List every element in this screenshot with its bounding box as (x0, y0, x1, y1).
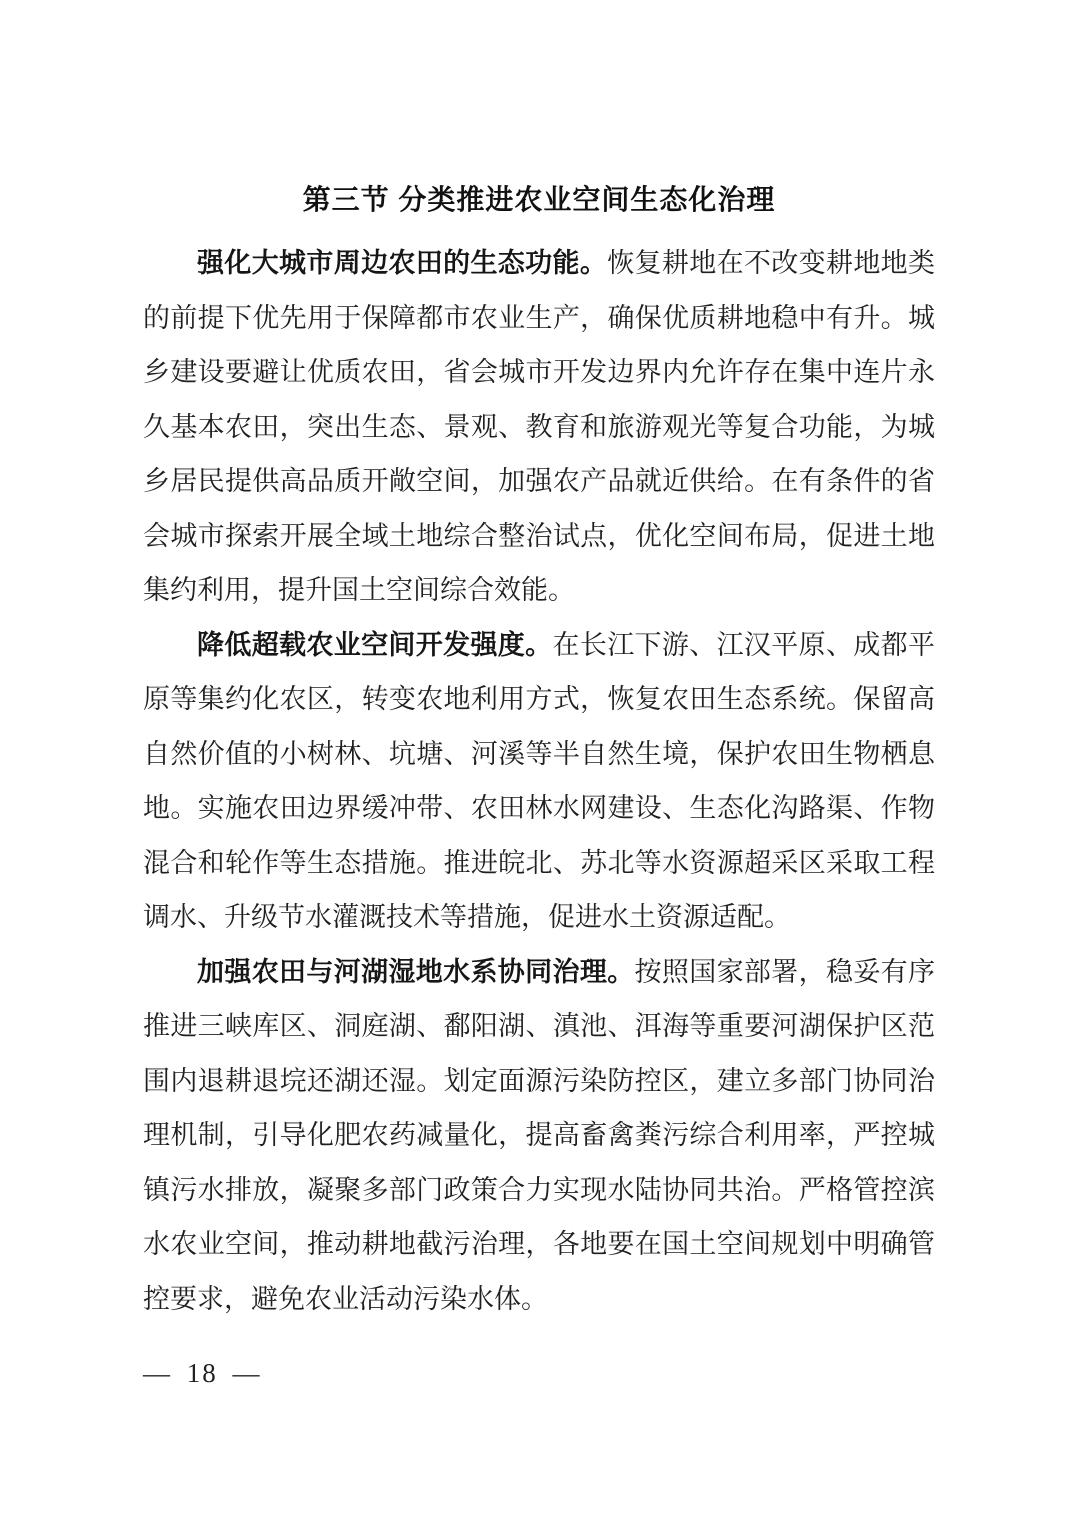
paragraph-lead: 加强农田与河湖湿地水系协同治理。 (197, 956, 635, 987)
paragraph-lead: 降低超载农业空间开发强度。 (197, 629, 553, 660)
paragraph-body: 按照国家部署，稳妥有序推进三峡库区、洞庭湖、鄱阳湖、滇池、洱海等重要河湖保护区范围内退耕退垸还湖还湿。划定面源污染防控区，建立多部门协同治理机制，引导化肥农药减量化，提高畜禽粪污综合利用率，严控城镇污水排放，凝聚多部门政策合力实现水陆协同共治。严格管控滨水农业空间，推动耕地截污治理，各地要在国土空间规划中明确管控要求，避免农业活动污染水体。 (143, 956, 936, 1314)
paragraph (143, 618, 935, 945)
paragraph-lead: 强化大城市周边农田的生态功能。 (197, 248, 608, 278)
paragraph (143, 236, 935, 618)
paragraph-body: 在长江下游、江汉平原、成都平原等集约化农区，转变农地利用方式，恢复农田生态系统。保留高自然价值的小树林、坑塘、河溪等半自然生境，保护农田生物栖息地。实施农田边界缓冲带、农田林水网建设、生态化沟路渠、作物混合和轮作等生态措施。推进皖北、苏北等水资源超采区采取工程调水、升级节水灌溉技术等措施，促进水土资源适配。 (143, 629, 935, 932)
paragraph-body: 恢复耕地在不改变耕地地类的前提下优先用于保障都市农业生产，确保优质耕地稳中有升。城乡建设要避让优质农田，省会城市开发边界内允许存在集中连片永久基本农田，突出生态、景观、教育和旅游观光等复合功能，为城乡居民提供高品质开敞空间，加强农产品就近供给。在有条件的省会城市探索开展全域土地综合整治试点，优化空间布局，促进土地集约利用，提升国土空间综合效能。 (143, 248, 936, 605)
page-number: — 18 — (143, 1358, 262, 1388)
paragraph (143, 945, 935, 1327)
page-title: 第三节 分类推进农业空间生态化治理 (302, 183, 776, 215)
document-body (143, 236, 935, 1326)
